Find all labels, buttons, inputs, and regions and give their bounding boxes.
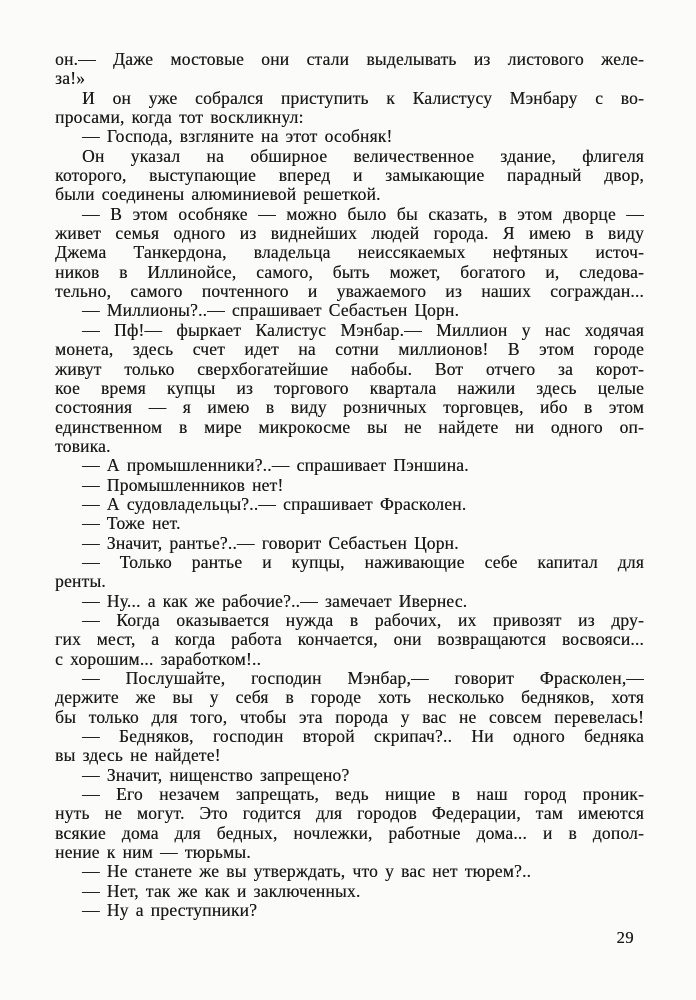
text-line: кое время купцы из торгового квартала нажили здесь целые [55, 378, 644, 398]
text-line: состояния — я имею в виду розничных торговцев, ибо в этом [55, 398, 644, 418]
text-line: нуть не могут. Это годится для городов Федерации, там имеются [55, 804, 644, 824]
text-line: — Не станете же вы утверждать, что у вас нет тюрем?.. [82, 862, 532, 882]
text-line: Он указал на обширное величественное здание, флигеля [82, 146, 644, 166]
page-number: 29 [616, 928, 634, 947]
text-line: — Значит, рантье?..— говорит Себастьен Цорн. [82, 533, 459, 553]
text-line: — Нет, так же как и заключенных. [82, 881, 361, 901]
text-line: — Тоже нет. [82, 514, 181, 534]
text-line: — Господа, взгляните на этот особняк! [82, 127, 393, 147]
page-text [55, 50, 644, 920]
text-line: — Его незачем запрещать, ведь нищие в наш город проник- [82, 785, 644, 805]
text-line: живет семья одного из виднейших людей города. Я имею в виду [55, 224, 644, 244]
text-line: — Ну а преступники? [82, 901, 258, 921]
text-line: — Промышленников нет! [82, 475, 284, 495]
text-line: — Ну... а как же рабочие?..— замечает Ивернес. [82, 591, 468, 611]
text-line: — Когда оказывается нужда в рабочих, их привозят из дру- [82, 610, 644, 630]
text-line: ников в Иллинойсе, самого, быть может, богатого и, следова- [55, 262, 644, 282]
text-line: — Послушайте, господин Мэнбар,— говорит Фрасколен,— [82, 669, 644, 688]
text-line: — Только рантье и купцы, наживающие себе капитал для [82, 552, 644, 572]
text-line: гих мест, а когда работа кончается, они возвращаются восвояси... [55, 630, 644, 650]
text-line: — Миллионы?..— спрашивает Себастьен Цорн. [82, 301, 460, 321]
text-line: — А судовладельцы?..— спрашивает Фрасколен. [82, 494, 467, 514]
text-line: — В этом особняке — можно было бы сказать, в этом дворце — [82, 204, 644, 224]
text-line: тельно, самого почтенного и уважаемого из наших сограждан... [55, 282, 644, 302]
text-line: вы здесь не найдете! [55, 746, 221, 766]
text-line: единственном в мире микрокосме вы не найдете ни одного оп- [55, 417, 644, 437]
text-line: — А промышленники?..— спрашивает Пэншина. [82, 456, 469, 476]
text-line: были соединены алюминиевой решеткой. [55, 185, 381, 205]
text-line: всякие дома для бедных, ночлежки, работные дома... и в допол- [55, 823, 644, 843]
text-line: — Пф!— фыркает Калистус Мэнбар.— Миллион у нас ходячая [82, 320, 644, 340]
text-line: просами, когда тот воскликнул: [55, 108, 304, 128]
text-line: — Бедняков, господин второй скрипач?.. Ни одного бедняка [82, 727, 644, 747]
text-line: бы только для того, чтобы эта порода у вас не совсем перевелась! [55, 707, 644, 727]
text-line: — Значит, нищенство запрещено? [82, 765, 350, 785]
text-line: которого, выступающие вперед и замыкающие парадный двор, [55, 166, 644, 186]
text-line: товика. [55, 436, 111, 456]
text-line: нение к ним — тюрьмы. [55, 843, 251, 863]
text-line: И он уже собрался приступить к Калистусу Мэнбару с во- [82, 88, 644, 108]
text-line: за!» [55, 69, 86, 89]
text-line: ренты. [55, 572, 106, 592]
text-line: держите же вы у себя в городе хоть несколько бедняков, хотя [55, 688, 644, 708]
text-line: монета, здесь счет идет на сотни миллионов! В этом городе [55, 340, 644, 360]
text-line: он.— Даже мостовые они стали выделывать из листового желе- [55, 50, 644, 69]
text-line: с хорошим... заработком!.. [55, 649, 262, 669]
text-line: Джема Танкердона, владельца неиссякаемых нефтяных источ- [55, 243, 644, 263]
text-line: живут только сверхбогатейшие набобы. Вот отчего за корот- [55, 359, 644, 379]
